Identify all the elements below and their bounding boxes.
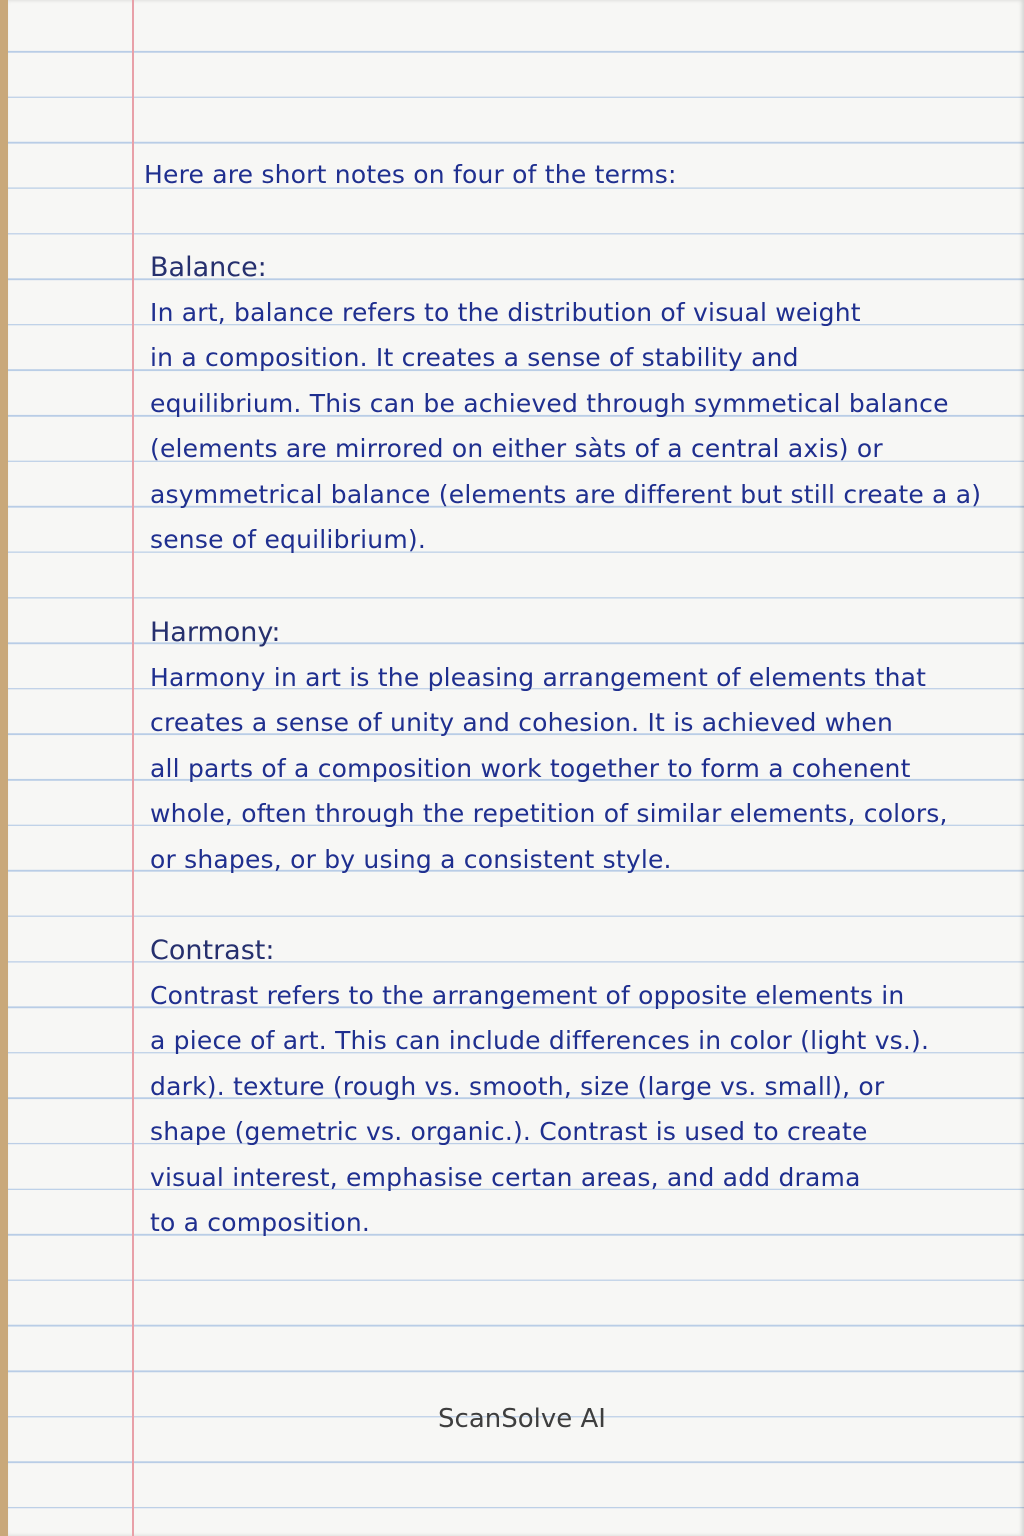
brand-footer: ScanSolve AI xyxy=(438,1404,606,1434)
section-line: whole, often through the repetition of similar elements, colors, xyxy=(150,799,948,829)
section-line: equilibrium. This can be achieved through symmetical balance xyxy=(150,388,949,418)
section-line: Harmony in art is the pleasing arrangement of elements that xyxy=(150,663,927,692)
section-contrast xyxy=(150,928,950,1245)
section-heading: Balance: xyxy=(150,252,267,283)
section-line: to a composition. xyxy=(150,1207,371,1237)
section-balance xyxy=(150,245,982,562)
section-line: or shapes, or by using a consistent style. xyxy=(150,844,672,874)
section-line: visual interest, emphasise certan areas, and add drama xyxy=(150,1162,861,1192)
section-harmony xyxy=(150,610,950,882)
section-line: shape (gemetric vs. organic.). Contrast is used to create xyxy=(150,1117,868,1147)
section-line: creates a sense of unity and cohesion. It is achieved when xyxy=(150,708,894,738)
section-heading: Contrast: xyxy=(150,935,275,966)
section-line: a piece of art. This can include differences in color (light vs.). xyxy=(150,1026,930,1056)
section-line: Contrast refers to the arrangement of opposite elements in xyxy=(150,981,905,1010)
section-heading: Harmony: xyxy=(150,617,281,648)
section-line: asymmetrical balance (elements are different but still create a a) xyxy=(150,479,982,509)
section-line: In art, balance refers to the distribution of visual weight xyxy=(150,298,861,327)
section-line: dark). texture (rough vs. smooth, size (large vs. small), or xyxy=(150,1071,885,1101)
section-line: in a composition. It creates a sense of stability and xyxy=(150,343,799,373)
intro-text: Here are short notes on four of the terms: xyxy=(144,160,677,189)
margin-rule xyxy=(132,0,134,1536)
section-line: all parts of a composition work together to form a cohenent xyxy=(150,753,911,783)
section-line: (elements are mirrored on either sàts of a central axis) or xyxy=(150,434,883,464)
section-line: sense of equilibrium). xyxy=(150,524,426,554)
